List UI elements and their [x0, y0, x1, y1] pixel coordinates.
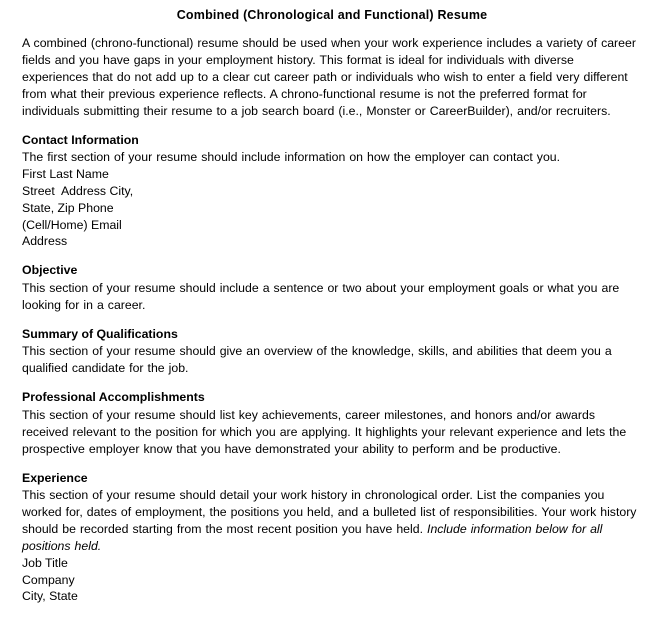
list-item: Company [22, 572, 75, 587]
section-body [22, 487, 642, 555]
experience-text-italic: Include information below [427, 522, 568, 537]
section-experience [22, 470, 642, 606]
list-item: Job Title [22, 556, 68, 571]
page-title: Combined (Chronological and Functional) Resume [176, 8, 488, 22]
list-item: Address [22, 234, 68, 249]
list-item: State, Zip Phone [22, 200, 114, 215]
section-body: This section of your resume should list key achievements, career milestones, and honors and/or awards received relevant to the position for which you are applying. It highlights your relevant experience and lets the prospective employer know that you have demonstrated your ability to perform and be productive. [22, 407, 627, 456]
section-contact-information [22, 132, 642, 250]
list-item: Street Address City, [22, 184, 134, 199]
section-body: This section of your resume should include a sentence or two about your employment goals or what you are looking for in a career. [22, 280, 620, 312]
list-item: City, State [22, 589, 78, 604]
section-body: The first section of your resume should include information on how the employer can contact you. [22, 150, 561, 165]
experience-text-part-2: for all positions held. [22, 522, 603, 554]
contact-lines [22, 166, 642, 250]
section-summary-of-qualifications [22, 326, 642, 378]
list-item: (Cell/Home) Email [22, 217, 122, 232]
section-heading: Experience [22, 470, 88, 485]
intro-paragraph: A combined (chrono-functional) resume should be used when your work experience includes a variety of career fields and you have gaps in your employment history. This format is ideal for individuals with diverse experiences that do not add up to a clear cut career path or individuals who wish to enter a field very different from what their previous experience reflects. A chrono-functional resume is not the preferred format for individuals submitting their resume to a job search board (i.e., Monster or CareerBuilder), and/or recruiters. [22, 36, 636, 118]
section-body: This section of your resume should give an overview of the knowledge, skills, and abilities that deem you a qualified candidate for the job. [22, 344, 612, 376]
section-objective [22, 262, 642, 314]
section-professional-accomplishments [22, 389, 642, 458]
section-heading: Objective [22, 263, 78, 277]
section-heading: Contact Information [22, 132, 139, 147]
section-heading: Professional Accomplishments [22, 390, 205, 405]
experience-text-part-1: This section of your resume should detail your work history in chronological order. List the companies you worked for, dates of employment, the positions you held, and a bulleted list of responsibilities. Your work history should be recorded starting from the most recent position you have held. [22, 488, 637, 537]
section-heading: Summary of Qualifications [22, 326, 178, 341]
list-item: First Last Name [22, 167, 109, 182]
experience-lines [22, 555, 642, 605]
